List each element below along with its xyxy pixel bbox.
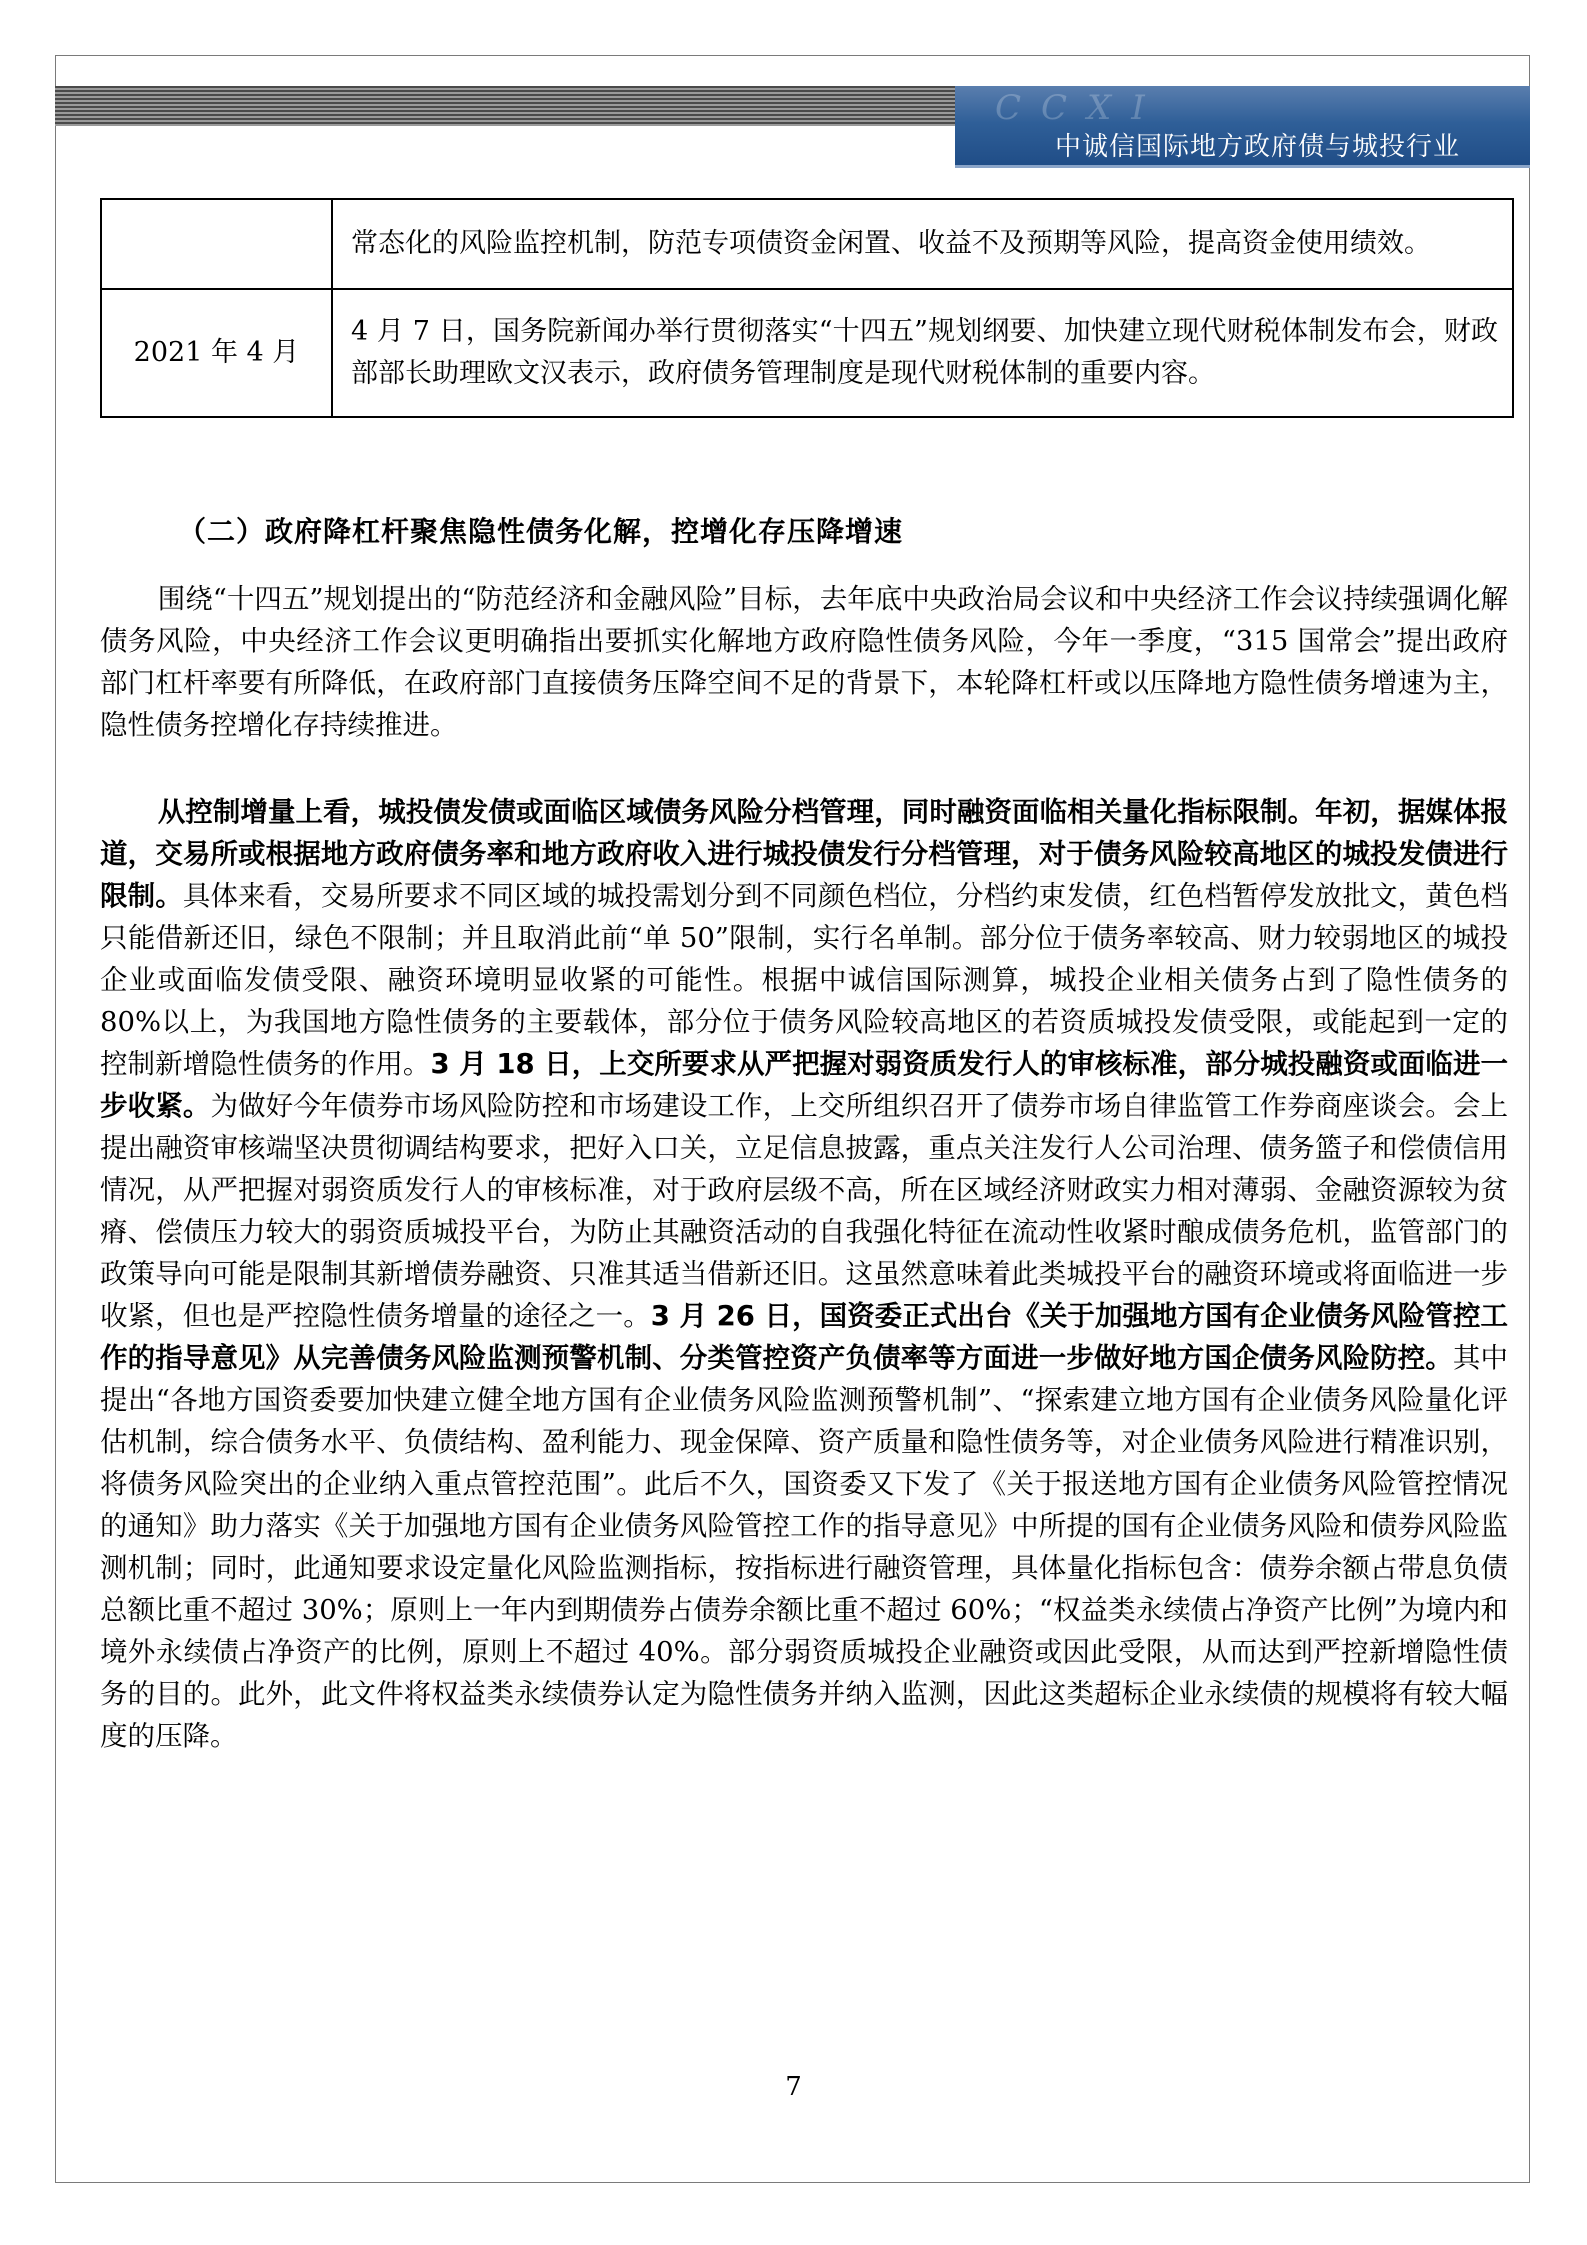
section-heading: （二）政府降杠杆聚焦隐性债务化解，控增化存压降增速 [178, 515, 904, 548]
bold-lead-3: 3 月 26 日，国资委正式出台《关于加强地方国有企业债务风险管控工作的指导意见》从完善债务风险监测预警机制、分类管控资产负债率等方面进一步做好地方国企债务风险防控。 [100, 1300, 1508, 1374]
header-title: 中诚信国际地方政府债与城投行业 [1054, 132, 1460, 162]
header-watermark: CCXI [995, 88, 1165, 128]
paragraph-intro: 围绕“十四五”规划提出的“防范经济和金融风险”目标，去年底中央政治局会议和中央经济工作会议持续强调化解债务风险，中央经济工作会议更明确指出要抓实化解地方政府隐性债务风险，今年一季度，“315 国常会”提出政府部门杠杆率要有所降低，在政府部门直接债务压降空间不足的背景下，本轮降杠杆或以压降地方隐性债务增速为主，隐性债务控增化存持续推进。 [100, 583, 1508, 741]
bold-lead-1: 从控制增量上看，城投债发债或面临区域债务风险分档管理，同时融资面临相关量化指标限制。年初，据媒体报道，交易所或根据地方政府债务率和地方政府收入进行城投债发行分档管理，对于债务风险较高地区的城投发债进行限制。 [100, 796, 1508, 912]
paragraph-main [100, 791, 1508, 1757]
body-text-1: 具体来看，交易所要求不同区域的城投需划分到不同颜色档位，分档约束发债，红色档暂停发放批文，黄色档只能借新还旧，绿色不限制；并且取消此前“单 50”限制，实行名单制。部分位于债务率较高、财力较弱地区的城投企业或面临发债受限、融资环境明显收紧的可能性。根据中诚信国际测算，城投企业相关债务占到了隐性债务的 80%以上，为我国地方隐性债务的主要载体，部分位于债务风险较高地区的若资质城投发债受限，或能起到一定的控制新增隐性债务的作用。 [100, 880, 1509, 1080]
table-cell-date [101, 199, 332, 289]
table-cell-text: 4 月 7 日，国务院新闻办举行贯彻落实“十四五”规划纲要、加快建立现代财税体制发布会，财政部部长助理欧文汉表示，政府债务管理制度是现代财税体制的重要内容。 [332, 289, 1513, 417]
body-text-2: 为做好今年债券市场风险防控和市场建设工作，上交所组织召开了债券市场自律监管工作券商座谈会。会上提出融资审核端坚决贯彻调结构要求，把好入口关，立足信息披露，重点关注发行人公司治理、债务篮子和偿债信用情况，从严把握对弱资质发行人的审核标准，对于政府层级不高，所在区域经济财政实力相对薄弱、金融资源较为贫瘠、偿债压力较大的弱资质城投平台，为防止其融资活动的自我强化特征在流动性收紧时酿成债务危机，监管部门的政策导向可能是限制其新增债券融资、只准其适当借新还旧。这虽然意味着此类城投平台的融资环境或将面临进一步收紧，但也是严控隐性债务增量的途径之一。 [100, 1090, 1509, 1332]
header-stripe-band [55, 86, 955, 126]
table-row [101, 289, 1513, 417]
header-banner [955, 86, 1530, 168]
policy-table [100, 198, 1514, 418]
table-row [101, 199, 1513, 289]
table-cell-text: 常态化的风险监控机制，防范专项债资金闲置、收益不及预期等风险，提高资金使用绩效。 [332, 199, 1513, 289]
table-cell-date: 2021 年 4 月 [101, 289, 332, 417]
body-text-3: 其中提出“各地方国资委要加快建立健全地方国有企业债务风险监测预警机制”、“探索建立地方国有企业债务风险量化评估机制，综合债务水平、负债结构、盈利能力、现金保障、资产质量和隐性债务等，对企业债务风险进行精准识别，将债务风险突出的企业纳入重点管控范围”。此后不久，国资委又下发了《关于报送地方国有企业债务风险管控情况的通知》助力落实《关于加强地方国有企业债务风险管控工作的指导意见》中所提的国有企业债务风险和债券风险监测机制；同时，此通知要求设定量化风险监测指标，按指标进行融资管理，具体量化指标包含：债券余额占带息负债总额比重不超过 30%；原则上一年内到期债券占债券余额比重不超过 60%；“权益类永续债占净资产比例”为境内和境外永续债占净资产的比例，原则上不超过 40%。部分弱资质城投企业融资或因此受限，从而达到严控新增隐性债务的目的。此外，此文件将权益类永续债券认定为隐性债务并纳入监测，因此这类超标企业永续债的规模将有较大幅度的压降。 [100, 1342, 1509, 1752]
page-number: 7 [785, 2072, 802, 2102]
bold-lead-2: 3 月 18 日，上交所要求从严把握对弱资质发行人的审核标准，部分城投融资或面临进一步收紧。 [100, 1048, 1509, 1122]
